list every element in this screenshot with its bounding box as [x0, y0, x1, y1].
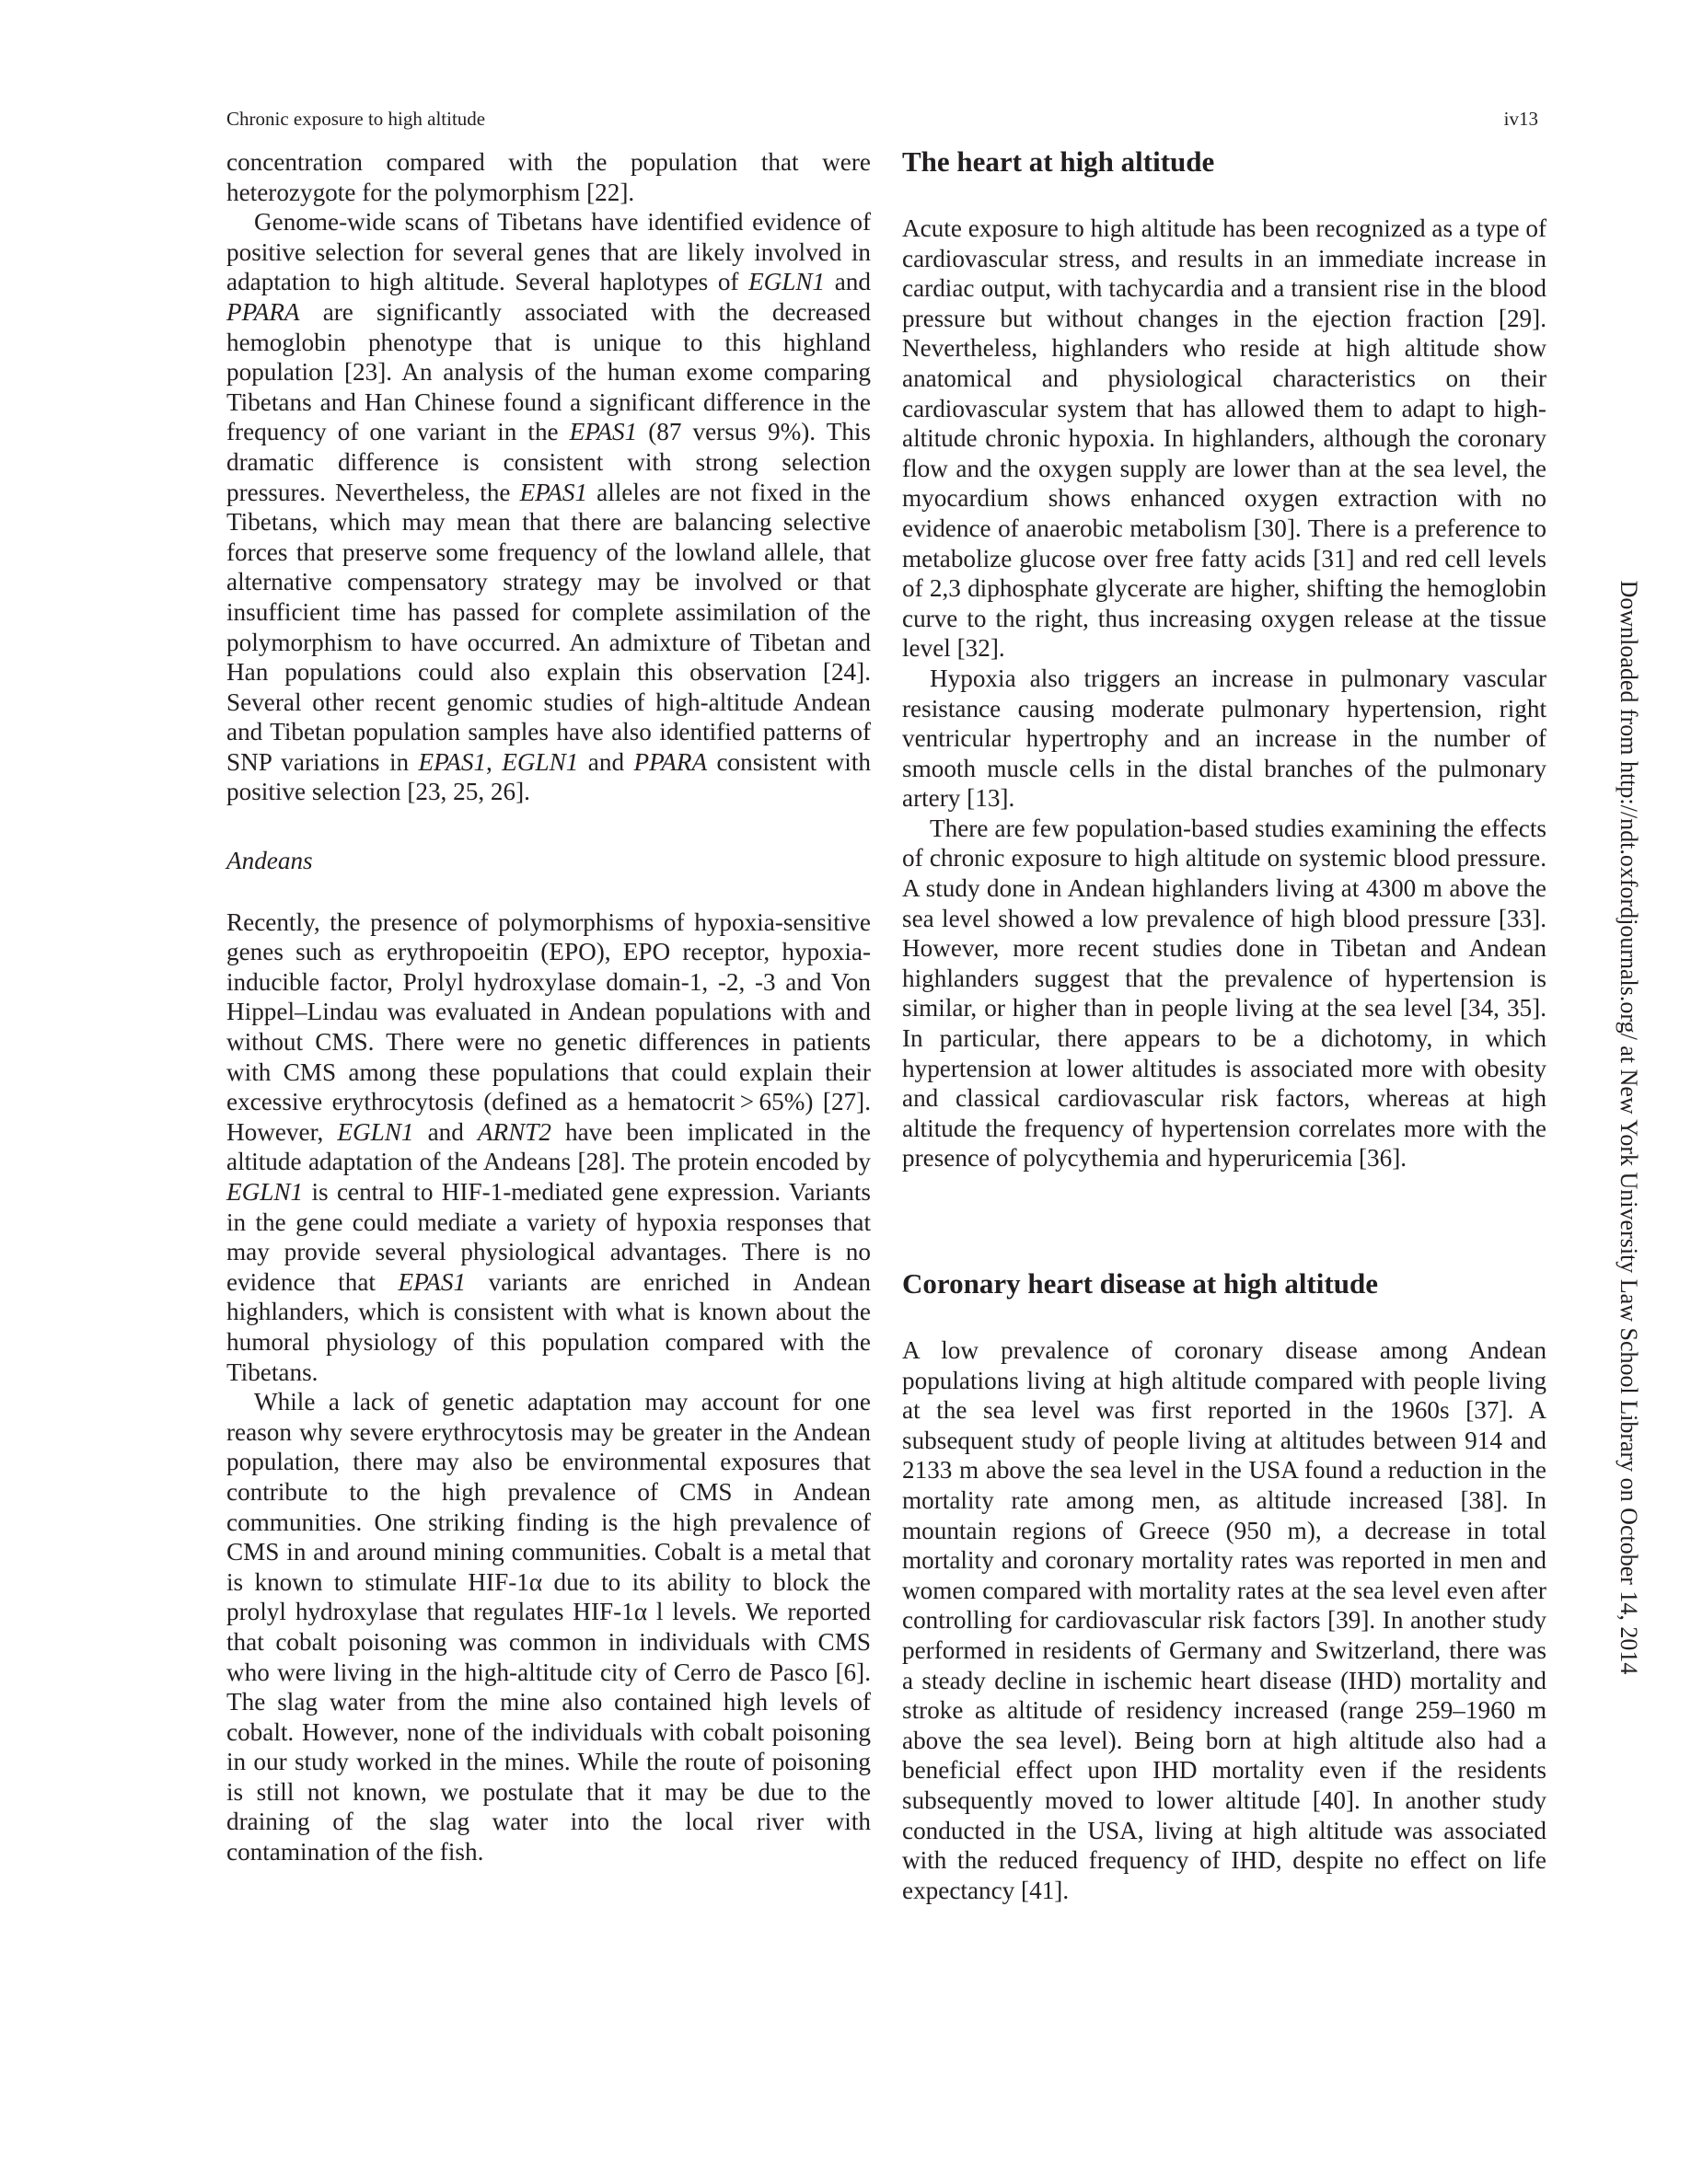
right-column [902, 147, 1546, 1905]
text-run: , [486, 747, 503, 776]
running-title: Chronic exposure to high altitude [226, 108, 486, 130]
gene-name: EPAS1 [398, 1267, 467, 1296]
paragraph-acute-exposure [902, 214, 1546, 664]
text-run: are significantly associated with the decreased hemoglobin phenotype that is unique to this highland population [23]. An analysis of the human exome comparing Tibetans and Han Chinese found a significant difference in the frequency of one variant in the [226, 297, 871, 446]
paragraph-heterozygote-conclusion [226, 147, 871, 207]
text-run: and [578, 747, 634, 776]
gene-name: EPAS1 [569, 418, 638, 446]
page-number: iv13 [1503, 108, 1538, 130]
gene-name: PPARA [226, 297, 300, 326]
gene-name: EGLN1 [748, 268, 826, 296]
text-run: alleles are not fixed in the Tibetans, which may mean that there are balancing selective forces that preserve some frequency of the lowland allele, that alternative compensatory strategy may be involved or that insufficient time has passed for complete assimilation of the polymorphism to have occurred. An admixture of Tibetan and Han populations could also explain this observation [24]. Several other recent genomic studies of high-altitude Andean and Tibetan population samples have also identified patterns of SNP variations in [226, 478, 871, 776]
paragraph-blood-pressure-studies [902, 814, 1546, 1173]
text-run: and [825, 268, 871, 296]
download-watermark: Downloaded from http://ndt.oxfordjournals.org/ at New York University Law School Library on October 14, 2014 [1616, 580, 1642, 1675]
text-run: There are few population-based studies examining the effects of chronic exposure to high altitude on systemic blood pressure. A study done in Andean highlanders living at 4300 m above the sea level showed a low prevalence of high blood pressure [33]. However, more recent studies done in Tibetan and Andean highlanders suggest that the prevalence of hypertension is similar, or higher than in people living at the sea level [34, 35]. In particular, there appears to be a dichotomy, in which hypertension at lower altitudes is associated more with obesity and classical cardiovascular risk factors, whereas at high altitude the frequency of hypertension correlates more with the presence of polycythemia and hyperuricemia [36]. [902, 814, 1546, 1173]
text-run: While a lack of genetic adaptation may account for one reason why severe erythrocytosis may be greater in the Andean population, there may also be environmental exposures that contribute to the high prevalence of CMS in Andean communities. One striking finding is the high prevalence of CMS in and around mining communities. Cobalt is a metal that is known to stimulate HIF-1α due to its ability to block the prolyl hydroxylase that regulates HIF-1α l levels. We reported that cobalt poisoning was common in individuals with CMS who were living in the high-altitude city of Cerro de Pasco [6]. The slag water from the mine also contained high levels of cobalt. However, none of the individuals with cobalt poisoning in our study worked in the mines. While the route of poisoning is still not known, we postulate that it may be due to the draining of the slag water into the local river with contamination of the fish. [226, 1388, 871, 1866]
text-run: consistent with positive selection [23, 25, 26]. [226, 747, 871, 806]
gene-name: EPAS1 [519, 478, 588, 506]
text-run: Recently, the presence of polymorphisms of hypoxia-sensitive genes such as erythropoeitin (EPO), EPO receptor, hypoxia-inducible factor, Prolyl hydroxylase domain-1, -2, -3 and Von Hippel–Lindau was evaluated in Andean populations with and without CMS. There were no genetic differences in patients with CMS among these populations that could explain their excessive erythrocytosis (defined as a hematocrit > 65%) [27]. However, [226, 907, 871, 1146]
text-run: concentration compared with the population that were heterozygote for the polymorphism [22]. [226, 148, 871, 206]
text-run: is central to HIF-1-mediated gene expression. Variants in the gene could mediate a variety of hypoxia responses that may provide several physiological advantages. There is no evidence that [226, 1178, 871, 1296]
paragraph-coronary-prevalence [902, 1335, 1546, 1905]
gene-name: PPARA [633, 747, 708, 776]
text-run: and [413, 1117, 478, 1146]
subsection-heading-andeans: Andeans [226, 847, 313, 875]
gene-name: EGLN1 [502, 747, 579, 776]
paragraph-cobalt-exposure [226, 1387, 871, 1867]
section-heading-coronary: Coronary heart disease at high altitude [902, 1267, 1378, 1300]
text-run: variants are enriched in Andean highlanders, which is consistent with what is known about the humoral physiology of this population compared with the Tibetans. [226, 1267, 872, 1386]
text-run: (87 versus 9%). This dramatic difference is consistent with strong selection pressures. Nevertheless, the [226, 418, 871, 506]
paragraph-pulmonary-hypertension [902, 664, 1546, 814]
paragraph-andean-polymorphisms [226, 907, 871, 1388]
left-column [226, 147, 871, 1867]
paragraph-tibetan-genome-scans [226, 207, 871, 807]
gene-name: ARNT2 [477, 1117, 551, 1146]
section-heading-heart: The heart at high altitude [902, 145, 1215, 178]
text-run: have been implicated in the altitude adaptation of the Andeans [28]. The protein encoded by [226, 1117, 871, 1176]
gene-name: EGLN1 [226, 1178, 304, 1206]
text-run: Genome-wide scans of Tibetans have identified evidence of positive selection for several genes that are likely involved in adaptation to high altitude. Several haplotypes of [226, 208, 871, 296]
text-run: Acute exposure to high altitude has been recognized as a type of cardiovascular stress, and results in an immediate increase in cardiac output, with tachycardia and a transient rise in the blood pressure but without changes in the ejection fraction [29]. Nevertheless, highlanders who reside at high altitude show anatomical and physiological characteristics on their cardiovascular system that has allowed them to adapt to high-altitude chronic hypoxia. In highlanders, although the coronary flow and the oxygen supply are lower than at the sea level, the myocardium shows enhanced oxygen extraction with no evidence of anaerobic metabolism [30]. There is a preference to metabolize glucose over free fatty acids [31] and red cell levels of 2,3 diphosphate glycerate are higher, shifting the hemoglobin curve to the right, thus increasing oxygen release at the tissue level [32]. [902, 214, 1546, 663]
gene-name: EPAS1 [418, 747, 487, 776]
text-run: A low prevalence of coronary disease among Andean populations living at high altitude compared with people living at the sea level was first reported in the 1960s [37]. A subsequent study of people living at altitudes between 914 and 2133 m above the sea level in the USA found a reduction in the mortality rate among men, as altitude increased [38]. In mountain regions of Greece (950 m), a decrease in total mortality and coronary mortality rates was reported in men and women compared with mortality rates at the sea level even after controlling for cardiovascular risk factors [39]. In another study performed in residents of Germany and Switzerland, there was a steady decline in ischemic heart disease (IHD) mortality and stroke as altitude of residency increased (range 259–1960 m above the sea level). Being born at high altitude also had a beneficial effect upon IHD mortality even if the residents subsequently moved to lower altitude [40]. In another study conducted in the USA, living at high altitude was associated with the reduced frequency of IHD, despite no effect on life expectancy [41]. [902, 1336, 1546, 1904]
gene-name: EGLN1 [337, 1117, 414, 1146]
text-run: Hypoxia also triggers an increase in pulmonary vascular resistance causing moderate pulmonary hypertension, right ventricular hypertrophy and an increase in the number of smooth muscle cells in the distal branches of the pulmonary artery [13]. [902, 664, 1546, 813]
